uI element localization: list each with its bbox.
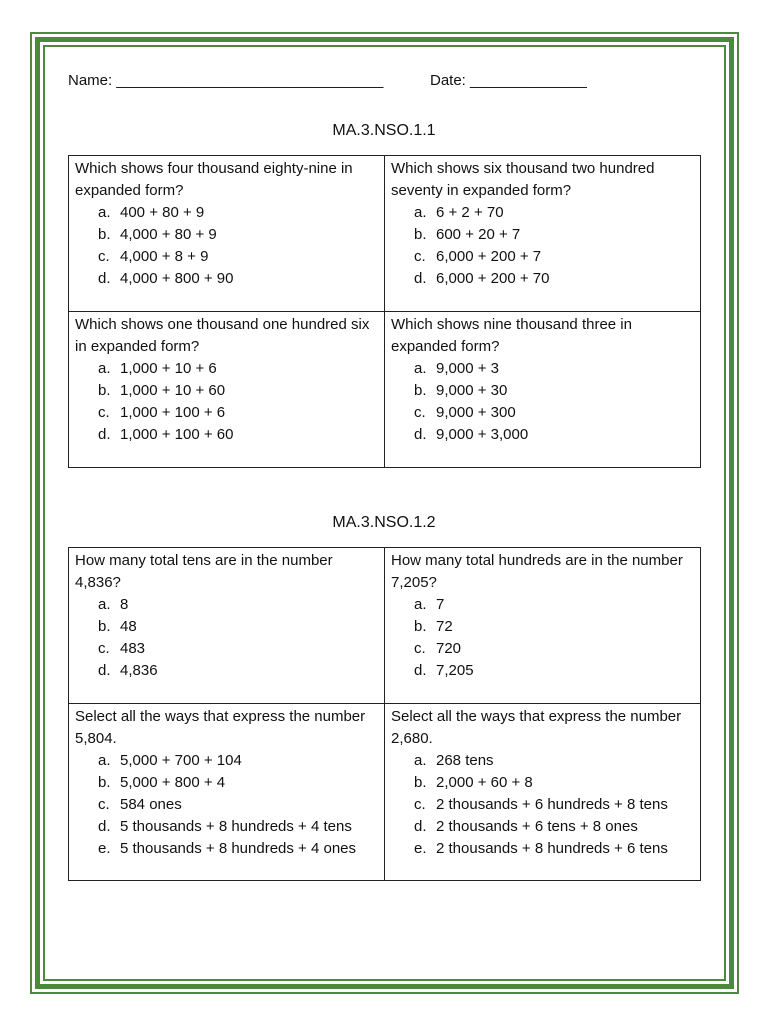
answer-options <box>391 594 694 682</box>
answer-option[interactable] <box>98 794 378 816</box>
answer-options <box>75 358 378 446</box>
option-letter: d. <box>414 270 427 287</box>
option-text: 400 + 80 + 9 <box>120 204 205 221</box>
question-cell <box>385 704 701 881</box>
question-cell <box>69 548 385 704</box>
option-text: 2 thousands + 6 hundreds + 8 tens <box>436 796 668 813</box>
option-text: 4,000 + 80 + 9 <box>120 226 217 243</box>
option-letter: c. <box>98 640 110 657</box>
option-letter: a. <box>98 204 111 221</box>
option-letter: b. <box>414 382 427 399</box>
answer-option[interactable] <box>414 224 694 246</box>
option-text: 9,000 + 3 <box>436 360 499 377</box>
option-text: 4,000 + 800 + 90 <box>120 270 234 287</box>
question-row <box>69 312 701 468</box>
answer-option[interactable] <box>98 638 378 660</box>
answer-option[interactable] <box>414 772 694 794</box>
option-text: 483 <box>120 640 146 657</box>
question-cell <box>385 312 701 468</box>
answer-option[interactable] <box>98 594 378 616</box>
question-text: How many total hundreds are in the number 7,205? <box>391 552 683 591</box>
question-cell <box>385 548 701 704</box>
option-text: 6,000 + 200 + 70 <box>436 270 550 287</box>
answer-option[interactable] <box>98 660 378 682</box>
question-text: Which shows four thousand eighty-nine in expanded form? <box>75 160 353 199</box>
question-cell <box>69 312 385 468</box>
option-letter: a. <box>98 360 111 377</box>
answer-options <box>75 202 378 290</box>
option-text: 4,836 <box>120 662 158 679</box>
option-letter: a. <box>414 596 427 613</box>
option-text: 72 <box>436 618 453 635</box>
answer-option[interactable] <box>98 616 378 638</box>
question-text: Select all the ways that express the number 2,680. <box>391 708 682 747</box>
answer-option[interactable] <box>414 594 694 616</box>
answer-option[interactable] <box>414 202 694 224</box>
option-text: 720 <box>436 640 462 657</box>
option-text: 7 <box>436 596 445 613</box>
option-text: 600 + 20 + 7 <box>436 226 521 243</box>
option-letter: b. <box>98 774 111 791</box>
option-letter: d. <box>98 818 111 835</box>
option-text: 1,000 + 10 + 6 <box>120 360 217 377</box>
option-letter: b. <box>98 226 111 243</box>
question-cell <box>69 704 385 881</box>
option-letter: c. <box>414 404 426 421</box>
option-text: 9,000 + 30 <box>436 382 508 399</box>
answer-option[interactable] <box>414 660 694 682</box>
option-text: 1,000 + 10 + 60 <box>120 382 226 399</box>
answer-option[interactable] <box>414 380 694 402</box>
option-letter: d. <box>98 662 111 679</box>
answer-options <box>391 202 694 290</box>
option-text: 268 tens <box>436 752 494 769</box>
question-row <box>69 548 701 704</box>
option-letter: c. <box>98 248 110 265</box>
question-text: Which shows nine thousand three in expanded form? <box>391 316 632 355</box>
option-text: 7,205 <box>436 662 474 679</box>
option-text: 5,000 + 700 + 104 <box>120 752 242 769</box>
option-letter: c. <box>98 796 110 813</box>
answer-option[interactable] <box>414 794 694 816</box>
answer-option[interactable] <box>98 816 378 838</box>
option-letter: a. <box>414 360 427 377</box>
answer-option[interactable] <box>98 402 378 424</box>
answer-option[interactable] <box>414 268 694 290</box>
option-text: 5 thousands + 8 hundreds + 4 tens <box>120 818 352 835</box>
option-letter: e. <box>98 840 111 857</box>
option-text: 5 thousands + 8 hundreds + 4 ones <box>120 840 357 857</box>
option-letter: c. <box>414 796 426 813</box>
answer-option[interactable] <box>98 772 378 794</box>
option-text: 8 <box>120 596 129 613</box>
option-text: 5,000 + 800 + 4 <box>120 774 226 791</box>
answer-option[interactable] <box>98 838 378 860</box>
option-letter: a. <box>98 752 111 769</box>
option-text: 4,000 + 8 + 9 <box>120 248 209 265</box>
question-row <box>69 156 701 312</box>
answer-options <box>391 358 694 446</box>
option-letter: b. <box>414 618 427 635</box>
option-text: 48 <box>120 618 137 635</box>
answer-options <box>75 750 378 860</box>
answer-option[interactable] <box>414 402 694 424</box>
question-table <box>68 155 701 468</box>
option-letter: b. <box>98 618 111 635</box>
option-text: 2,000 + 60 + 8 <box>436 774 533 791</box>
option-letter: c. <box>414 248 426 265</box>
option-letter: d. <box>98 426 111 443</box>
answer-option[interactable] <box>98 358 378 380</box>
answer-option[interactable] <box>414 246 694 268</box>
option-letter: d. <box>414 426 427 443</box>
answer-option[interactable] <box>98 750 378 772</box>
option-text: 2 thousands + 8 hundreds + 6 tens <box>436 840 668 857</box>
answer-option[interactable] <box>98 224 378 246</box>
question-row <box>69 704 701 881</box>
option-letter: d. <box>414 662 427 679</box>
option-text: 6 + 2 + 70 <box>436 204 504 221</box>
answer-option[interactable] <box>98 380 378 402</box>
answer-option[interactable] <box>414 638 694 660</box>
option-letter: b. <box>98 382 111 399</box>
answer-options <box>75 594 378 682</box>
question-text: Which shows one thousand one hundred six in expanded form? <box>75 316 370 355</box>
option-text: 9,000 + 300 <box>436 404 516 421</box>
question-cell <box>69 156 385 312</box>
option-text: 1,000 + 100 + 6 <box>120 404 226 421</box>
answer-option[interactable] <box>414 750 694 772</box>
option-text: 6,000 + 200 + 7 <box>436 248 542 265</box>
answer-option[interactable] <box>414 358 694 380</box>
answer-option[interactable] <box>414 838 694 860</box>
option-text: 1,000 + 100 + 60 <box>120 426 234 443</box>
answer-option[interactable] <box>98 424 378 446</box>
option-text: 584 ones <box>120 796 182 813</box>
option-text: 2 thousands + 6 tens + 8 ones <box>436 818 638 835</box>
question-cell <box>385 156 701 312</box>
answer-options <box>391 750 694 860</box>
option-letter: a. <box>98 596 111 613</box>
question-text: Select all the ways that express the number 5,804. <box>75 708 366 747</box>
option-letter: b. <box>414 226 427 243</box>
section-title: MA.3.NSO.1.1 <box>332 122 436 139</box>
answer-option[interactable] <box>414 616 694 638</box>
section-title: MA.3.NSO.1.2 <box>332 514 436 531</box>
answer-option[interactable] <box>98 246 378 268</box>
date-field[interactable]: Date: ______________ <box>430 72 587 89</box>
option-letter: a. <box>414 204 427 221</box>
answer-option[interactable] <box>414 816 694 838</box>
answer-option[interactable] <box>98 202 378 224</box>
option-letter: e. <box>414 840 427 857</box>
option-letter: c. <box>98 404 110 421</box>
answer-option[interactable] <box>98 268 378 290</box>
question-text: How many total tens are in the number 4,836? <box>75 552 333 591</box>
answer-option[interactable] <box>414 424 694 446</box>
option-letter: a. <box>414 752 427 769</box>
name-field[interactable]: Name: ________________________________ <box>68 72 384 89</box>
option-letter: d. <box>414 818 427 835</box>
option-letter: c. <box>414 640 426 657</box>
option-letter: b. <box>414 774 427 791</box>
option-text: 9,000 + 3,000 <box>436 426 529 443</box>
question-text: Which shows six thousand two hundred seventy in expanded form? <box>391 160 655 199</box>
question-table <box>68 547 701 881</box>
option-letter: d. <box>98 270 111 287</box>
